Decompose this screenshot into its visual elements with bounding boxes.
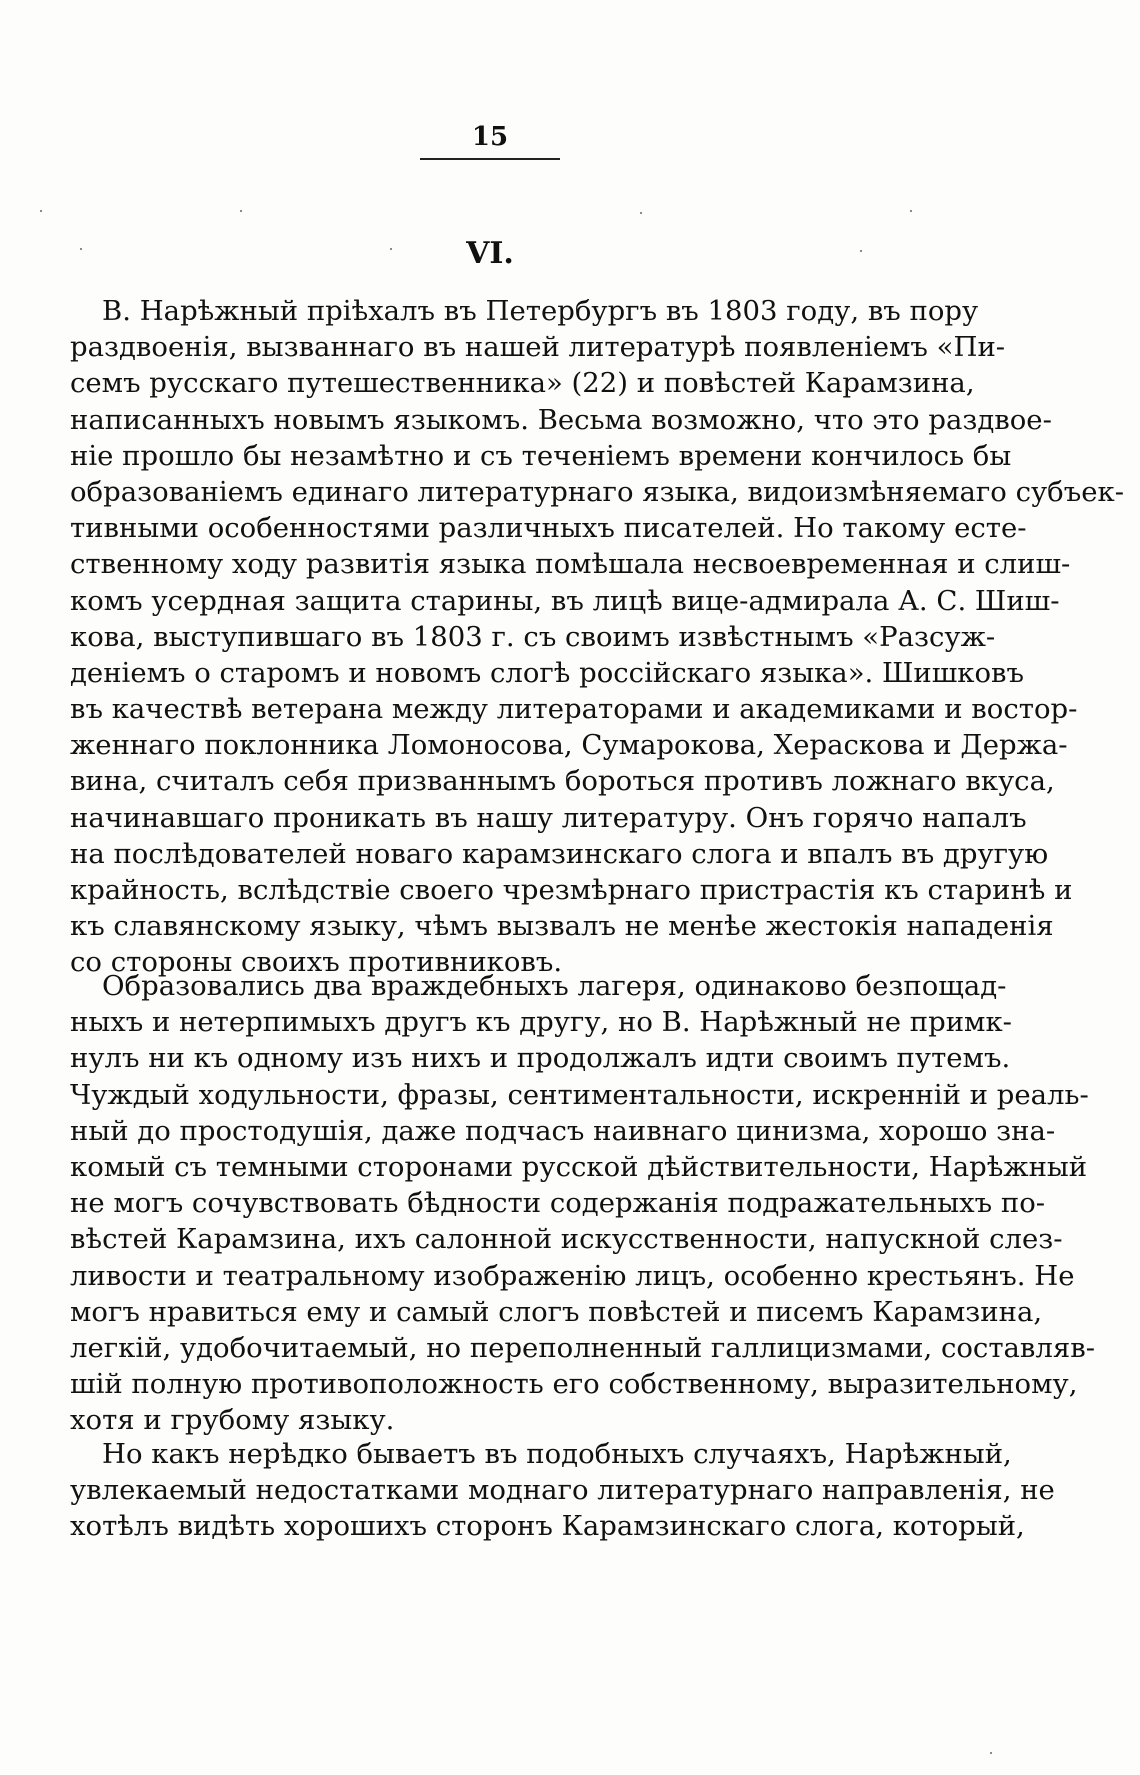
paragraph-2 <box>70 968 1096 1438</box>
text-line: ныхъ и нетерпимыхъ другъ къ другу, но В. Нарѣжный не примк- <box>70 1006 1012 1039</box>
text-line: вина, считалъ себя призваннымъ бороться противъ ложнаго вкуса, <box>70 765 1055 798</box>
scan-speck <box>40 210 42 212</box>
text-line: ніе прошло бы незамѣтно и съ теченіемъ времени кончилось бы <box>70 439 1012 472</box>
text-line: Чуждый ходульности, фразы, сентиментальности, искренній и реаль- <box>70 1078 1089 1111</box>
text-line: крайность, вслѣдствіе своего чрезмѣрнаго пристрастія къ старинѣ и <box>70 874 1073 906</box>
text-line: увлекаемый недостатками моднаго литературнаго направленія, не <box>70 1474 1055 1507</box>
text-line: на послѣдователей новаго карамзинскаго слога и впалъ въ другую <box>70 837 1049 870</box>
text-line: семъ русскаго путешественника» (22) и повѣстей Карамзина, <box>70 367 975 400</box>
text-line: могъ нравиться ему и самый слогъ повѣстей и писемъ Карамзина, <box>70 1295 1043 1328</box>
scan-speck <box>990 1752 992 1754</box>
paragraph-1 <box>70 293 1124 981</box>
text-line: Образовались два враждебныхъ лагеря, одинаково безпощад- <box>102 970 1007 1002</box>
page-number-rule <box>420 158 560 160</box>
text-line: Но какъ нерѣдко бываетъ въ подобныхъ случаяхъ, Нарѣжный, <box>102 1438 1012 1470</box>
scan-speck <box>910 210 912 212</box>
text-line: хотя и грубому языку. <box>70 1404 395 1437</box>
scan-speck <box>240 210 242 212</box>
text-line: ственному ходу развитія языка помѣшала несвоевременная и слиш- <box>70 548 1071 581</box>
text-line: ный до простодушія, даже подчасъ наивнаго цинизма, хорошо зна- <box>70 1114 1056 1147</box>
text-line: комый съ темными сторонами русской дѣйствительности, Нарѣжный <box>70 1150 1088 1183</box>
text-line: раздвоенія, вызваннаго въ нашей литературѣ появленіемъ «Пи- <box>70 331 1006 364</box>
page-number: 15 <box>471 122 509 152</box>
text-line: тивными особенностями различныхъ писателей. Но такому есте- <box>70 512 1027 545</box>
text-line: къ славянскому языку, чѣмъ вызвалъ не менѣе жестокія нападенія <box>70 910 1054 943</box>
text-line: шій полную противоположность его собственному, выразительному, <box>70 1368 1078 1401</box>
text-line: деніемъ о старомъ и новомъ слогѣ россійскаго языка». Шишковъ <box>70 656 1025 689</box>
text-line: написанныхъ новымъ языкомъ. Весьма возможно, что это раздвое- <box>70 403 1052 436</box>
paragraph-3 <box>70 1436 1055 1545</box>
text-line: въ качествѣ ветерана между литераторами и академиками и востор- <box>70 693 1078 726</box>
text-line: В. Нарѣжный пріѣхалъ въ Петербургъ въ 1803 году, въ пору <box>102 295 979 327</box>
text-line: комъ усердная защита старины, въ лицѣ вице-адмирала А. С. Шиш- <box>70 584 1060 617</box>
text-line: нулъ ни къ одному изъ нихъ и продолжалъ идти своимъ путемъ. <box>70 1042 1011 1075</box>
text-line: образованіемъ единаго литературнаго языка, видоизмѣняемаго субъек- <box>70 475 1124 508</box>
text-line: легкій, удобочитаемый, но переполненный галлицизмами, составляв- <box>70 1331 1096 1364</box>
scan-speck <box>390 248 392 250</box>
scan-speck <box>860 250 862 252</box>
text-line: кова, выступившаго въ 1803 г. съ своимъ извѣстнымъ «Разсуж- <box>70 620 996 653</box>
chapter-heading: VI. <box>466 236 514 271</box>
text-line: не могъ сочувствовать бѣдности содержанія подражательныхъ по- <box>70 1187 1046 1220</box>
text-line: женнаго поклонника Ломоносова, Сумарокова, Хераскова и Держа- <box>70 729 1068 762</box>
text-line: вѣстей Карамзина, ихъ салонной искусственности, напускной слез- <box>70 1223 1063 1256</box>
text-line: начинавшаго проникать въ нашу литературу. Онъ горячо напалъ <box>70 801 1027 834</box>
scan-speck <box>640 212 642 214</box>
text-line: со стороны своихъ противниковъ. <box>70 946 563 979</box>
text-line: хотѣлъ видѣть хорошихъ сторонъ Карамзинскаго слога, который, <box>70 1510 1025 1543</box>
text-line: ливости и театральному изображенію лицъ, особенно крестьянъ. Не <box>70 1259 1075 1292</box>
scan-speck <box>80 248 82 250</box>
